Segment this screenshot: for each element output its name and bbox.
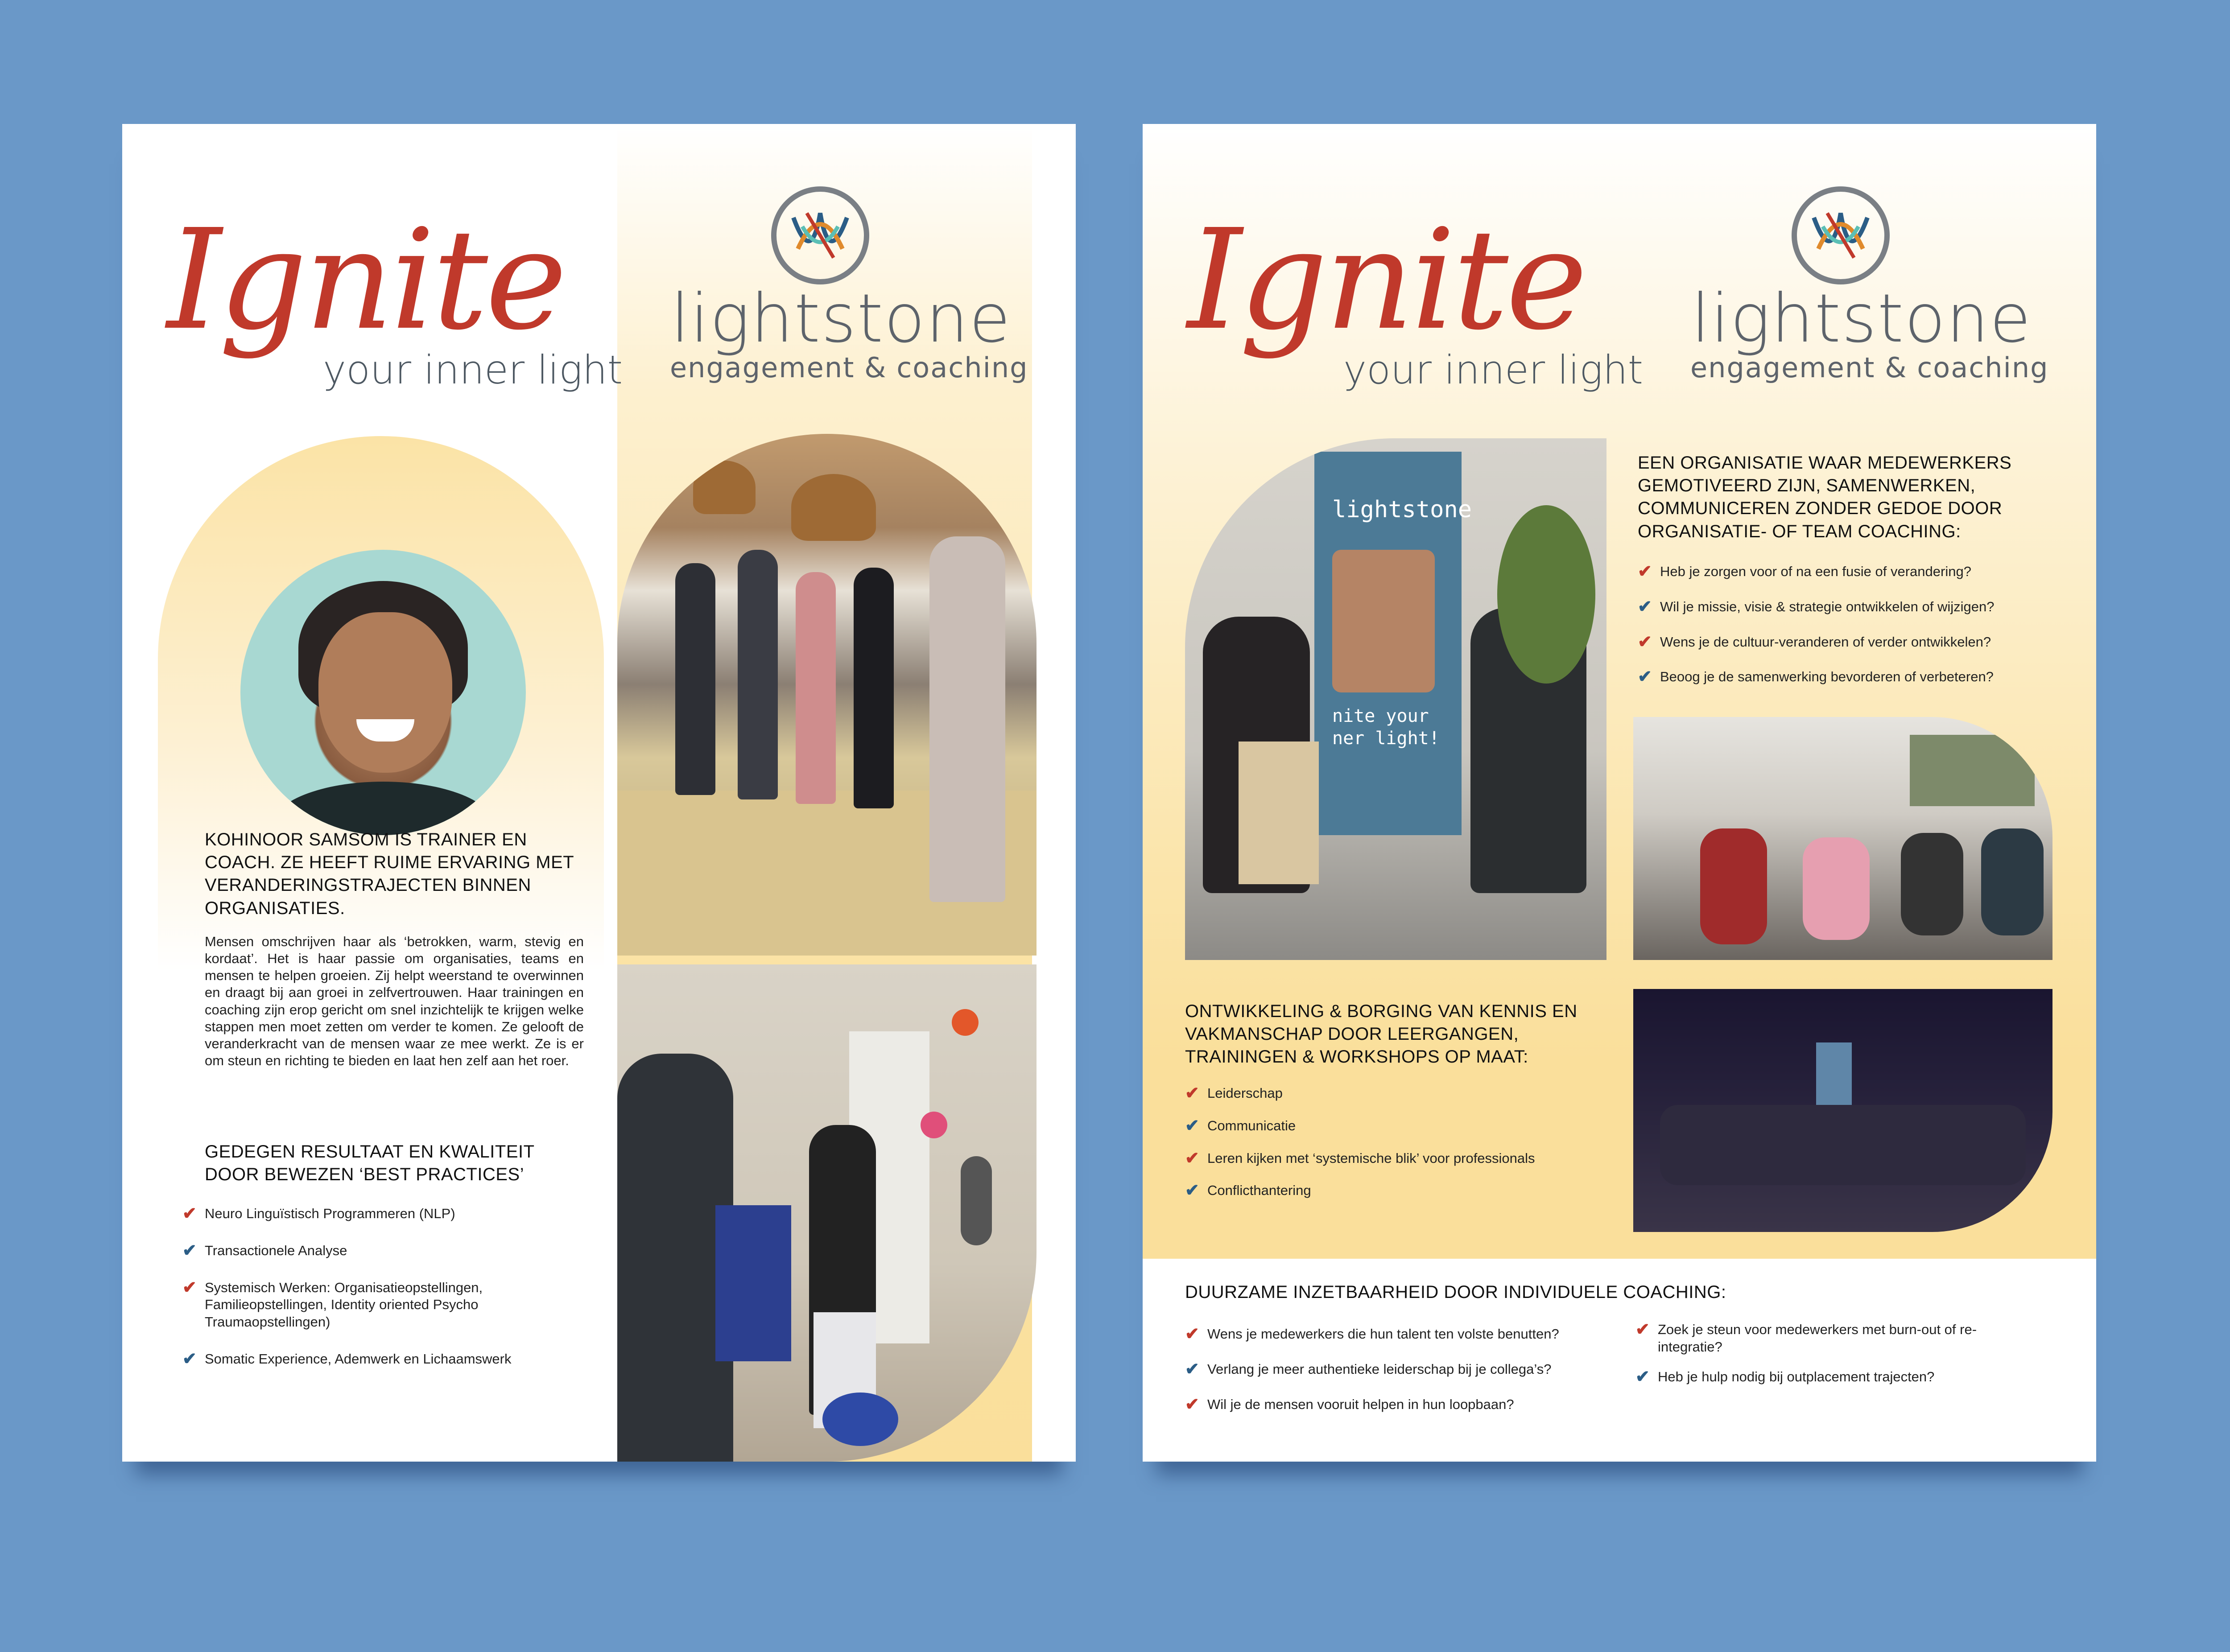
workshop-map-photo (617, 434, 1037, 956)
banner-text: lightstone (1332, 496, 1472, 523)
list-item: ✔ Systemisch Werken: Organisatieopstellingen, Familieopstellingen, Identity oriented Psycho Traumaopstellingen) (182, 1278, 483, 1330)
coaching-session-photo (1185, 438, 1606, 960)
list-item: ✔ Transactionele Analyse (182, 1241, 347, 1260)
logo-wordmark: lightstone (671, 280, 1012, 358)
list-item: ✔ Somatic Experience, Ademwerk en Lichaamswerk (182, 1349, 512, 1368)
list-item: ✔ Heb je hulp nodig bij outplacement trajecten? (1635, 1367, 1935, 1386)
bio-text: Mensen omschrijven haar als ‘betrokken, warm, stevig en kordaat’. Het is haar passie om organisaties, teams en mensen te helpen groeien. Zij helpt weerstand te overwinnen en draagt bij aan groei in zelfvertrouwen. Haar trainingen en coaching zijn erop gericht om snel inzichtelijk te krijgen welke stappen men moet zetten om verder te komen. Ze gelooft de veranderkracht van de mensen waar ze mee werkt. Ze is er om steun en richting te bieden en laat hen zelf aan het roer. (205, 934, 584, 1068)
title-subtitle: your inner light (323, 347, 623, 393)
script-title: Ignite (167, 200, 565, 361)
theater-workshop-photo (1633, 989, 2052, 1232)
list-item: ✔ Beoog je de samenwerking bevorderen of verbeteren? (1638, 667, 1994, 687)
bio-heading: KOHINOOR SAMSOM IS TRAINER EN COACH. ZE HEEFT RUIME ERVARING MET VERANDERINGSTRAJECTEN BINNEN ORGANISATIES. (205, 830, 574, 918)
title-subtitle: your inner light (1343, 347, 1644, 393)
coaching-heading: DUURZAME INZETBAARHEID DOOR INDIVIDUELE COACHING: (1185, 1282, 1726, 1302)
development-list (1185, 1085, 1613, 1215)
results-list (182, 1205, 584, 1388)
logo-tagline: engagement & coaching (1690, 351, 2049, 384)
list-item: ✔ Leiderschap (1185, 1084, 1283, 1103)
script-title: Ignite (1187, 200, 1585, 361)
development-heading: ONTWIKKELING & BORGING VAN KENNIS EN VAKMANSCHAP DOOR LEERGANGEN, TRAININGEN & WORKSHOPS OP MAAT: (1185, 1001, 1578, 1067)
lightstone-logo-icon (1792, 186, 1890, 284)
list-item: ✔ Wil je de mensen vooruit helpen in hun loopbaan? (1185, 1395, 1514, 1414)
list-item: ✔ Leren kijken met ‘systemische blik’ voor professionals (1185, 1149, 1535, 1168)
list-item: ✔ Verlang je meer authentieke leiderschap bij je collega’s? (1185, 1360, 1552, 1379)
coaching-room-photo (617, 964, 1037, 1462)
results-heading: GEDEGEN RESULTAAT EN KWALITEIT DOOR BEWEZEN ‘BEST PRACTICES’ (205, 1142, 534, 1185)
coaching-section (1143, 1259, 2096, 1462)
list-item: ✔ Neuro Linguïstisch Programmeren (NLP) (182, 1204, 455, 1223)
lightstone-logo-icon (771, 186, 869, 284)
list-item: ✔ Wil je missie, visie & strategie ontwikkelen of wijzigen? (1638, 597, 1995, 616)
list-item: ✔ Wens je medewerkers die hun talent ten volste benutten? (1185, 1325, 1559, 1343)
logo-wordmark: lightstone (1691, 280, 2032, 358)
org-heading: EEN ORGANISATIE WAAR MEDEWERKERS GEMOTIVEERD ZIJN, SAMENWERKEN, COMMUNICEREN ZONDER GEDOE DOOR ORGANISATIE- OF TEAM COACHING: (1638, 453, 2012, 541)
banner-text: nite your (1332, 706, 1429, 726)
coaching-list-left (1185, 1326, 1631, 1431)
list-item: ✔ Conflicthantering (1185, 1181, 1311, 1200)
brochure-page-left (122, 124, 1076, 1462)
brochure-page-right (1143, 124, 2096, 1462)
list-item: ✔ Heb je zorgen voor of na een fusie of verandering? (1638, 562, 1971, 581)
coaching-list-right (1635, 1321, 2015, 1398)
group-meeting-photo (1633, 717, 2052, 960)
list-item: ✔ Wens je de cultuur-veranderen of verder ontwikkelen? (1638, 632, 1991, 651)
banner-text: ner light! (1332, 728, 1440, 749)
logo-tagline: engagement & coaching (670, 351, 1028, 384)
org-list (1638, 563, 2066, 704)
list-item: ✔ Zoek je steun voor medewerkers met burn-out of re-integratie? (1635, 1320, 1977, 1355)
list-item: ✔ Communicatie (1185, 1116, 1296, 1135)
portrait-photo (240, 550, 526, 835)
